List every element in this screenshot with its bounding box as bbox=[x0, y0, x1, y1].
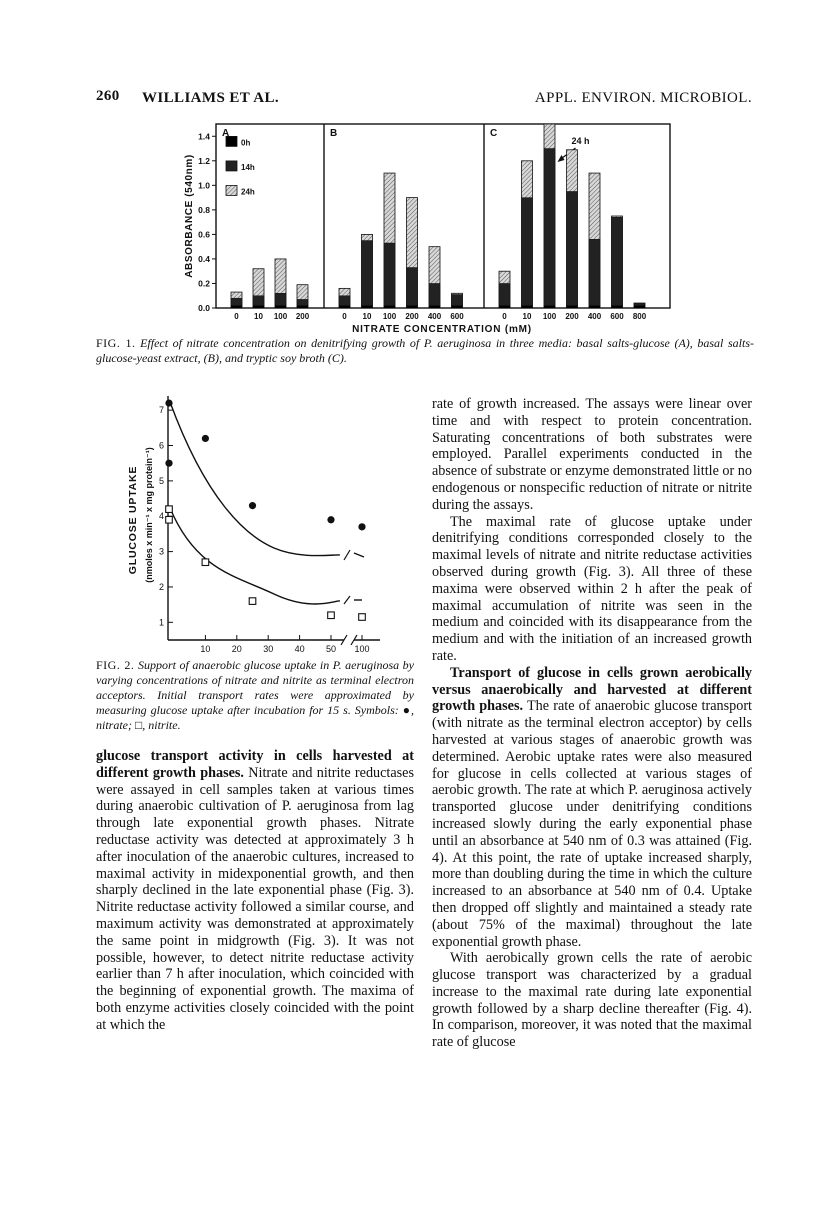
x-tick-label: 10 bbox=[522, 312, 532, 321]
x-tick-label: 200 bbox=[295, 312, 310, 321]
x-tick-label: 600 bbox=[610, 312, 624, 321]
bar-0h bbox=[522, 306, 533, 308]
figure1-caption bbox=[96, 336, 754, 366]
paragraph-maximal-rate: The maximal rate of glucose uptake under denitrifying conditions corresponded closely to the maximal levels of nitrate and nitrite reductase activities observed during growth (Fig. 3). All three of these maxima were observed within 2 h after the peak of maximal accumulation of nitrite was seen in the medium and coincided with its disappearance from the medium and with the initiation of an increased growth rate. bbox=[432, 513, 752, 664]
bar-0h bbox=[253, 306, 264, 308]
bar-14h bbox=[589, 239, 600, 308]
x-tick-label: 0 bbox=[502, 312, 507, 321]
figure2-caption bbox=[96, 658, 414, 733]
point-nitrate bbox=[165, 399, 172, 406]
left-column bbox=[96, 748, 414, 1034]
fit-curve-nitrate bbox=[170, 402, 340, 556]
figure1-bar-chart bbox=[180, 118, 680, 334]
figure2-caption-text: Support of anaerobic glucose uptake in P. aeruginosa by varying concentrations of nitrate and nitrite as terminal electron acceptors. Initial transport rates were approximated by measuring glucose uptake after incubation for 15 s. Symbols: ●, nitrate; □, nitrite. bbox=[96, 658, 415, 732]
fit-curve-tail-nitrate bbox=[354, 553, 364, 557]
bar-14h bbox=[522, 198, 533, 308]
figure1-caption-label: FIG. 1. bbox=[96, 336, 136, 350]
x-tick-label: 20 bbox=[231, 644, 242, 654]
panel-label-A: A bbox=[222, 128, 230, 139]
annotation-24h: 24 h bbox=[571, 136, 590, 146]
y-tick-label: 1.2 bbox=[198, 155, 210, 166]
section-heading-continued: glucose transport activity in cells harvested at different growth phases. bbox=[96, 748, 414, 781]
bar-0h bbox=[384, 306, 395, 308]
bar-0h bbox=[567, 306, 578, 308]
x-tick-label: 200 bbox=[565, 312, 579, 321]
x-tick-label: 100 bbox=[273, 312, 288, 321]
legend-swatch-24h bbox=[226, 185, 237, 195]
x-tick-label: 100 bbox=[542, 312, 557, 321]
paragraph-transport: The rate of anaerobic glucose transport (with nitrate as the terminal electron acceptor) by cells harvested at various stages of anaerobic growth was determined. Aerobic uptake rates were also measured for glucose in cells collected at various stages of aerobic growth. The rate at which P. aeruginosa actively transported glucose under denitrifying conditions increased slowly during the early exponential phase until an absorbance at 540 nm of 0.3 was attained (Fig. 4). At this point, the rate of uptake increased sharply, more than doubling during the time in which the culture increased to an absorbance at 540 nm of 0.4. Uptake then dropped off slightly and maintained a steady rate (about 75% of the maximal) throughout the late exponential growth phase. bbox=[432, 698, 752, 950]
bar-14h bbox=[567, 191, 578, 308]
y-tick-label: 0.0 bbox=[198, 303, 210, 313]
figure1-caption-text: Effect of nitrate concentration on denitrifying growth of P. aeruginosa in three media: basal salts-glucose (A), basal salts-glucose-yeast extract, (B), and tryptic soy broth (C). bbox=[96, 336, 755, 365]
curve-break bbox=[344, 596, 350, 604]
x-axis-label: NITRATE CONCENTRATION (mM) bbox=[352, 324, 532, 334]
x-tick-label: 10 bbox=[254, 312, 263, 321]
bar-14h bbox=[407, 268, 418, 308]
paragraph-aerobic: With aerobically grown cells the rate of aerobic glucose transport was characterized by a gradual increase to the maximal rate during late exponential growth followed by a sharp decline thereafter (Fig. 4). In comparison, moreover, it was noted that the maximal rate of glucose bbox=[432, 950, 752, 1051]
point-nitrate bbox=[327, 516, 334, 523]
y-tick-label: 7 bbox=[158, 405, 164, 416]
legend-label: 24h bbox=[241, 187, 255, 197]
y-axis-label: GLUCOSE UPTAKE bbox=[127, 465, 139, 575]
bar-0h bbox=[544, 306, 555, 308]
x-tick-label: 100 bbox=[354, 644, 370, 654]
bar-0h bbox=[612, 306, 623, 308]
figure2-line-chart bbox=[96, 390, 396, 654]
x-tick-label: 10 bbox=[200, 644, 211, 654]
bar-0h bbox=[231, 306, 242, 308]
bar-14h bbox=[362, 241, 373, 308]
y-axis-sublabel: (nmoles x min⁻¹ x mg protein⁻¹) bbox=[144, 447, 154, 583]
bar-14h bbox=[429, 283, 440, 308]
running-head-authors: WILLIAMS ET AL. bbox=[142, 90, 280, 106]
bar-0h bbox=[407, 306, 418, 308]
point-nitrite bbox=[166, 516, 173, 523]
bar-14h bbox=[612, 217, 623, 308]
y-tick-label: 0.4 bbox=[198, 253, 210, 264]
x-tick-label: 400 bbox=[587, 312, 602, 321]
x-tick-label: 600 bbox=[450, 312, 464, 321]
panel-label-B: B bbox=[330, 128, 338, 139]
page-number: 260 bbox=[96, 88, 120, 104]
bar-0h bbox=[634, 306, 645, 308]
point-nitrate bbox=[358, 523, 365, 530]
bar-0h bbox=[589, 306, 600, 308]
point-nitrite bbox=[166, 506, 173, 513]
point-nitrate bbox=[165, 460, 172, 467]
point-nitrate bbox=[202, 435, 209, 442]
y-tick-label: 4 bbox=[158, 511, 164, 522]
running-head-journal: APPL. ENVIRON. MICROBIOL. bbox=[534, 90, 752, 106]
x-tick-label: 50 bbox=[325, 644, 337, 654]
bar-0h bbox=[275, 306, 286, 308]
y-tick-label: 1.0 bbox=[198, 180, 210, 191]
point-nitrite bbox=[328, 612, 335, 619]
y-tick-label: 1.4 bbox=[198, 131, 210, 142]
y-tick-label: 0.2 bbox=[198, 278, 210, 289]
x-tick-label: 800 bbox=[632, 312, 647, 321]
x-tick-label: 10 bbox=[362, 312, 372, 321]
y-tick-label: 0.8 bbox=[198, 204, 210, 215]
figure2-caption-label: FIG. 2. bbox=[96, 658, 135, 672]
bar-14h bbox=[384, 243, 395, 308]
x-tick-label: 30 bbox=[263, 644, 274, 654]
paragraph-assays: rate of growth increased. The assays were linear over time and with respect to protein concentration. Saturating concentrations of both substrates were employed. Parallel experiments conducted in the absence of substrate or enzyme demonstrated little or no endogenous or nonspecific reduction of nitrate or nitrite during the assays. bbox=[432, 396, 752, 513]
x-tick-label: 100 bbox=[382, 312, 397, 321]
section-heading-transport: Transport of glucose in cells grown aerobically versus anaerobically and harvested at different growth phases. bbox=[432, 664, 752, 715]
bar-0h bbox=[452, 306, 463, 308]
x-tick-label: 400 bbox=[427, 312, 442, 321]
right-column bbox=[432, 396, 752, 1051]
y-axis-label: ABSORBANCE (540nm) bbox=[184, 154, 195, 278]
bar-0h bbox=[429, 306, 440, 308]
x-tick-label: 0 bbox=[342, 312, 347, 321]
legend-swatch-14h bbox=[226, 161, 237, 171]
bar-0h bbox=[499, 306, 510, 308]
point-nitrite bbox=[249, 598, 256, 605]
annotation-arrowhead bbox=[558, 155, 565, 162]
bar-14h bbox=[544, 149, 555, 308]
legend-label: 14h bbox=[241, 162, 255, 172]
curve-break bbox=[344, 550, 350, 560]
point-nitrite bbox=[359, 614, 366, 621]
point-nitrate bbox=[249, 502, 256, 509]
y-tick-label: 6 bbox=[158, 440, 164, 451]
y-tick-label: 0.6 bbox=[198, 229, 210, 240]
x-tick-label: 0 bbox=[234, 312, 239, 321]
panel-label-C: C bbox=[490, 128, 498, 139]
y-tick-label: 5 bbox=[158, 475, 164, 486]
point-nitrite bbox=[202, 559, 209, 566]
bar-0h bbox=[362, 306, 373, 308]
left-column-text: Nitrate and nitrite reductases were assayed in cell samples taken at various times during anaerobic cultivation of P. aeruginosa from lag through late exponential growth phases. Nitrate reductase activity was detected at approximately 3 h after inoculation of the anaerobic cultures, increased to maximal activity in midexponential growth, and then sharply declined in the late exponential phase (Fig. 3). Nitrite reductase activity followed a similar course, and maximum activity was demonstrated at approximately the same point in midgrowth (Fig. 3). It was not possible, however, to detect nitrite reductase activity earlier than 7 h after inoculation, which coincided with the beginning of exponential growth. The maxima of both enzyme activities closely coincided with the point at which the bbox=[96, 764, 415, 1033]
y-tick-label: 1 bbox=[158, 617, 164, 628]
bar-0h bbox=[339, 306, 350, 308]
x-tick-label: 200 bbox=[405, 312, 419, 321]
legend-label: 0h bbox=[241, 138, 251, 148]
y-tick-label: 2 bbox=[158, 581, 164, 592]
bar-0h bbox=[297, 306, 308, 308]
bar-14h bbox=[499, 283, 510, 308]
y-tick-label: 3 bbox=[158, 546, 164, 557]
x-tick-label: 40 bbox=[294, 644, 305, 654]
